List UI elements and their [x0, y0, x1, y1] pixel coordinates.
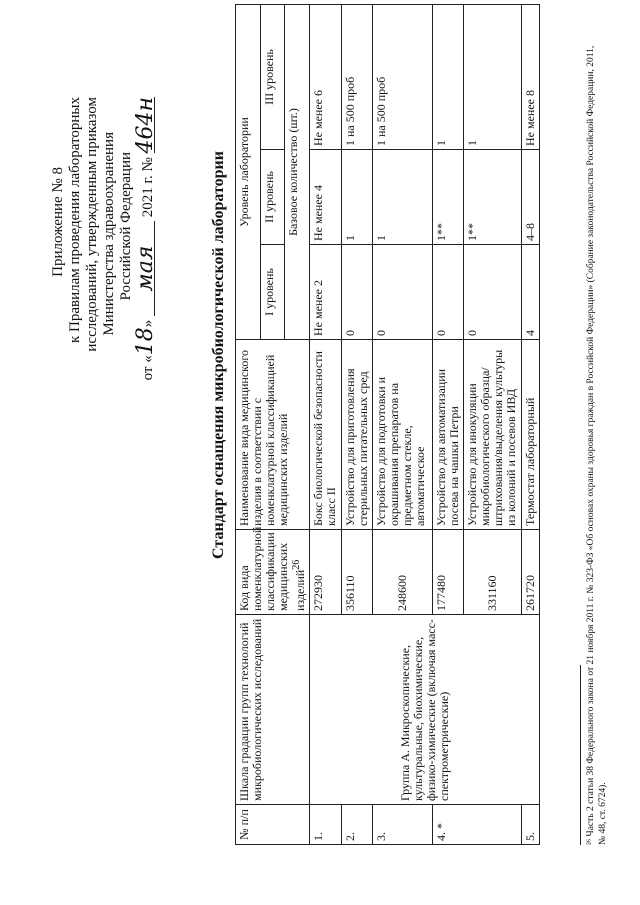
row-level-1: Не менее 2 — [310, 245, 342, 340]
header-no: № п/п — [236, 805, 310, 845]
row-level-1: 4 — [522, 245, 540, 340]
row-code: 248600 — [373, 530, 433, 615]
row-level-2: 1** — [464, 150, 522, 245]
row-code: 261720 — [522, 530, 540, 615]
appendix-line-5: Российской Федерации — [118, 152, 134, 301]
header-name: Наименование вида медицинского изделия в соответствии с номенклатурной классификацией медицинских изделий — [236, 340, 310, 530]
appendix-number: Приложение № 8 — [50, 167, 66, 277]
order-number: 464н — [133, 97, 158, 154]
row-name: Термостат лабораторный — [522, 340, 540, 530]
appendix-line-3: исследований, утвержденным приказом — [84, 97, 100, 352]
row-no: 2. — [342, 805, 373, 845]
row-no: 5. — [522, 805, 540, 845]
row-code: 272930 — [310, 530, 342, 615]
header-code: Код вида номенклатурной классификации медицинских изделий$^{26}$ — [236, 530, 310, 615]
equipment-table — [235, 4, 540, 845]
header-level-3: III уровень — [260, 5, 285, 150]
header-level-2: II уровень — [260, 150, 285, 245]
footnote: ²⁶ Часть 2 статьи 38 Федерального закона от 21 ноября 2011 г. № 323-ФЗ «Об основах охраны здоровья граждан в Российской Федерации» (Собрание законодательства Российской Федерации, 2011, № 48, ст. 6724). — [586, 45, 608, 845]
header-scale: Шкала градации групп технологий микробиологических исследований — [236, 615, 310, 805]
table-row — [310, 5, 342, 845]
appendix-header — [50, 97, 157, 905]
row-level-2: 4–8 — [522, 150, 540, 245]
row-no: 1. — [310, 805, 342, 845]
date-prefix: от « — [140, 355, 156, 381]
date-day: 18 — [133, 327, 158, 356]
row-level-1: 0 — [373, 245, 433, 340]
header-level-1: I уровень — [260, 245, 285, 340]
row-level-1: 0 — [433, 245, 464, 340]
row-name: Бокс биологической безопасности класс II — [310, 340, 342, 530]
row-code: 177480 — [433, 530, 464, 615]
header-level: Уровень лаборатории — [236, 5, 261, 340]
row-level-3: 1 — [464, 5, 522, 150]
row-level-3: Не менее 6 — [310, 5, 342, 150]
header-base-qty: Базовое количество (шт.) — [285, 5, 310, 340]
row-code: 356110 — [342, 530, 373, 615]
row-name: Устройство для приготовления стерильных питательных сред — [342, 340, 373, 530]
row-name: Устройство для автоматизации посева на чашки Петри — [433, 340, 464, 530]
row-level-3: 1 на 500 проб — [373, 5, 433, 150]
row-level-2: 1 — [373, 150, 433, 245]
date-month: мая — [137, 221, 155, 316]
row-level-2: 1 — [342, 150, 373, 245]
table-header-row — [236, 5, 261, 845]
appendix-line-4: Министерства здравоохранения — [101, 132, 117, 336]
row-level-2: Не менее 4 — [310, 150, 342, 245]
row-level-3: Не менее 8 — [522, 5, 540, 150]
row-code: 331160 — [464, 530, 522, 615]
row-level-3: 1 — [433, 5, 464, 150]
row-level-3: 1 на 500 проб — [342, 5, 373, 150]
row-no: 3. — [373, 805, 433, 845]
row-name: Устройство для подготовки и окрашивания препаратов на предметном стекле, автоматическое — [373, 340, 433, 530]
row-name: Устройство для инокуляции микробиологического образца/штрихования/выделения культуры из колоний и посевов ИВД — [464, 340, 522, 530]
date-mid: » — [140, 319, 156, 328]
appendix-date — [133, 97, 158, 905]
row-no: 4. * — [433, 805, 522, 845]
footnote-divider — [580, 665, 581, 845]
group-label: Группа А. Микроскопические, культуральные, биохимические, физико-химические (включая масс-спектрометрические) — [310, 615, 540, 805]
row-note-mark: * — [434, 823, 448, 829]
date-year: 2021 г. № — [140, 157, 156, 218]
appendix-line-2: к Правилам проведения лабораторных — [67, 97, 83, 344]
row-level-1: 0 — [464, 245, 522, 340]
document-title: Стандарт оснащения микробиологической лаборатории — [210, 151, 227, 559]
row-level-1: 0 — [342, 245, 373, 340]
row-level-2: 1** — [433, 150, 464, 245]
